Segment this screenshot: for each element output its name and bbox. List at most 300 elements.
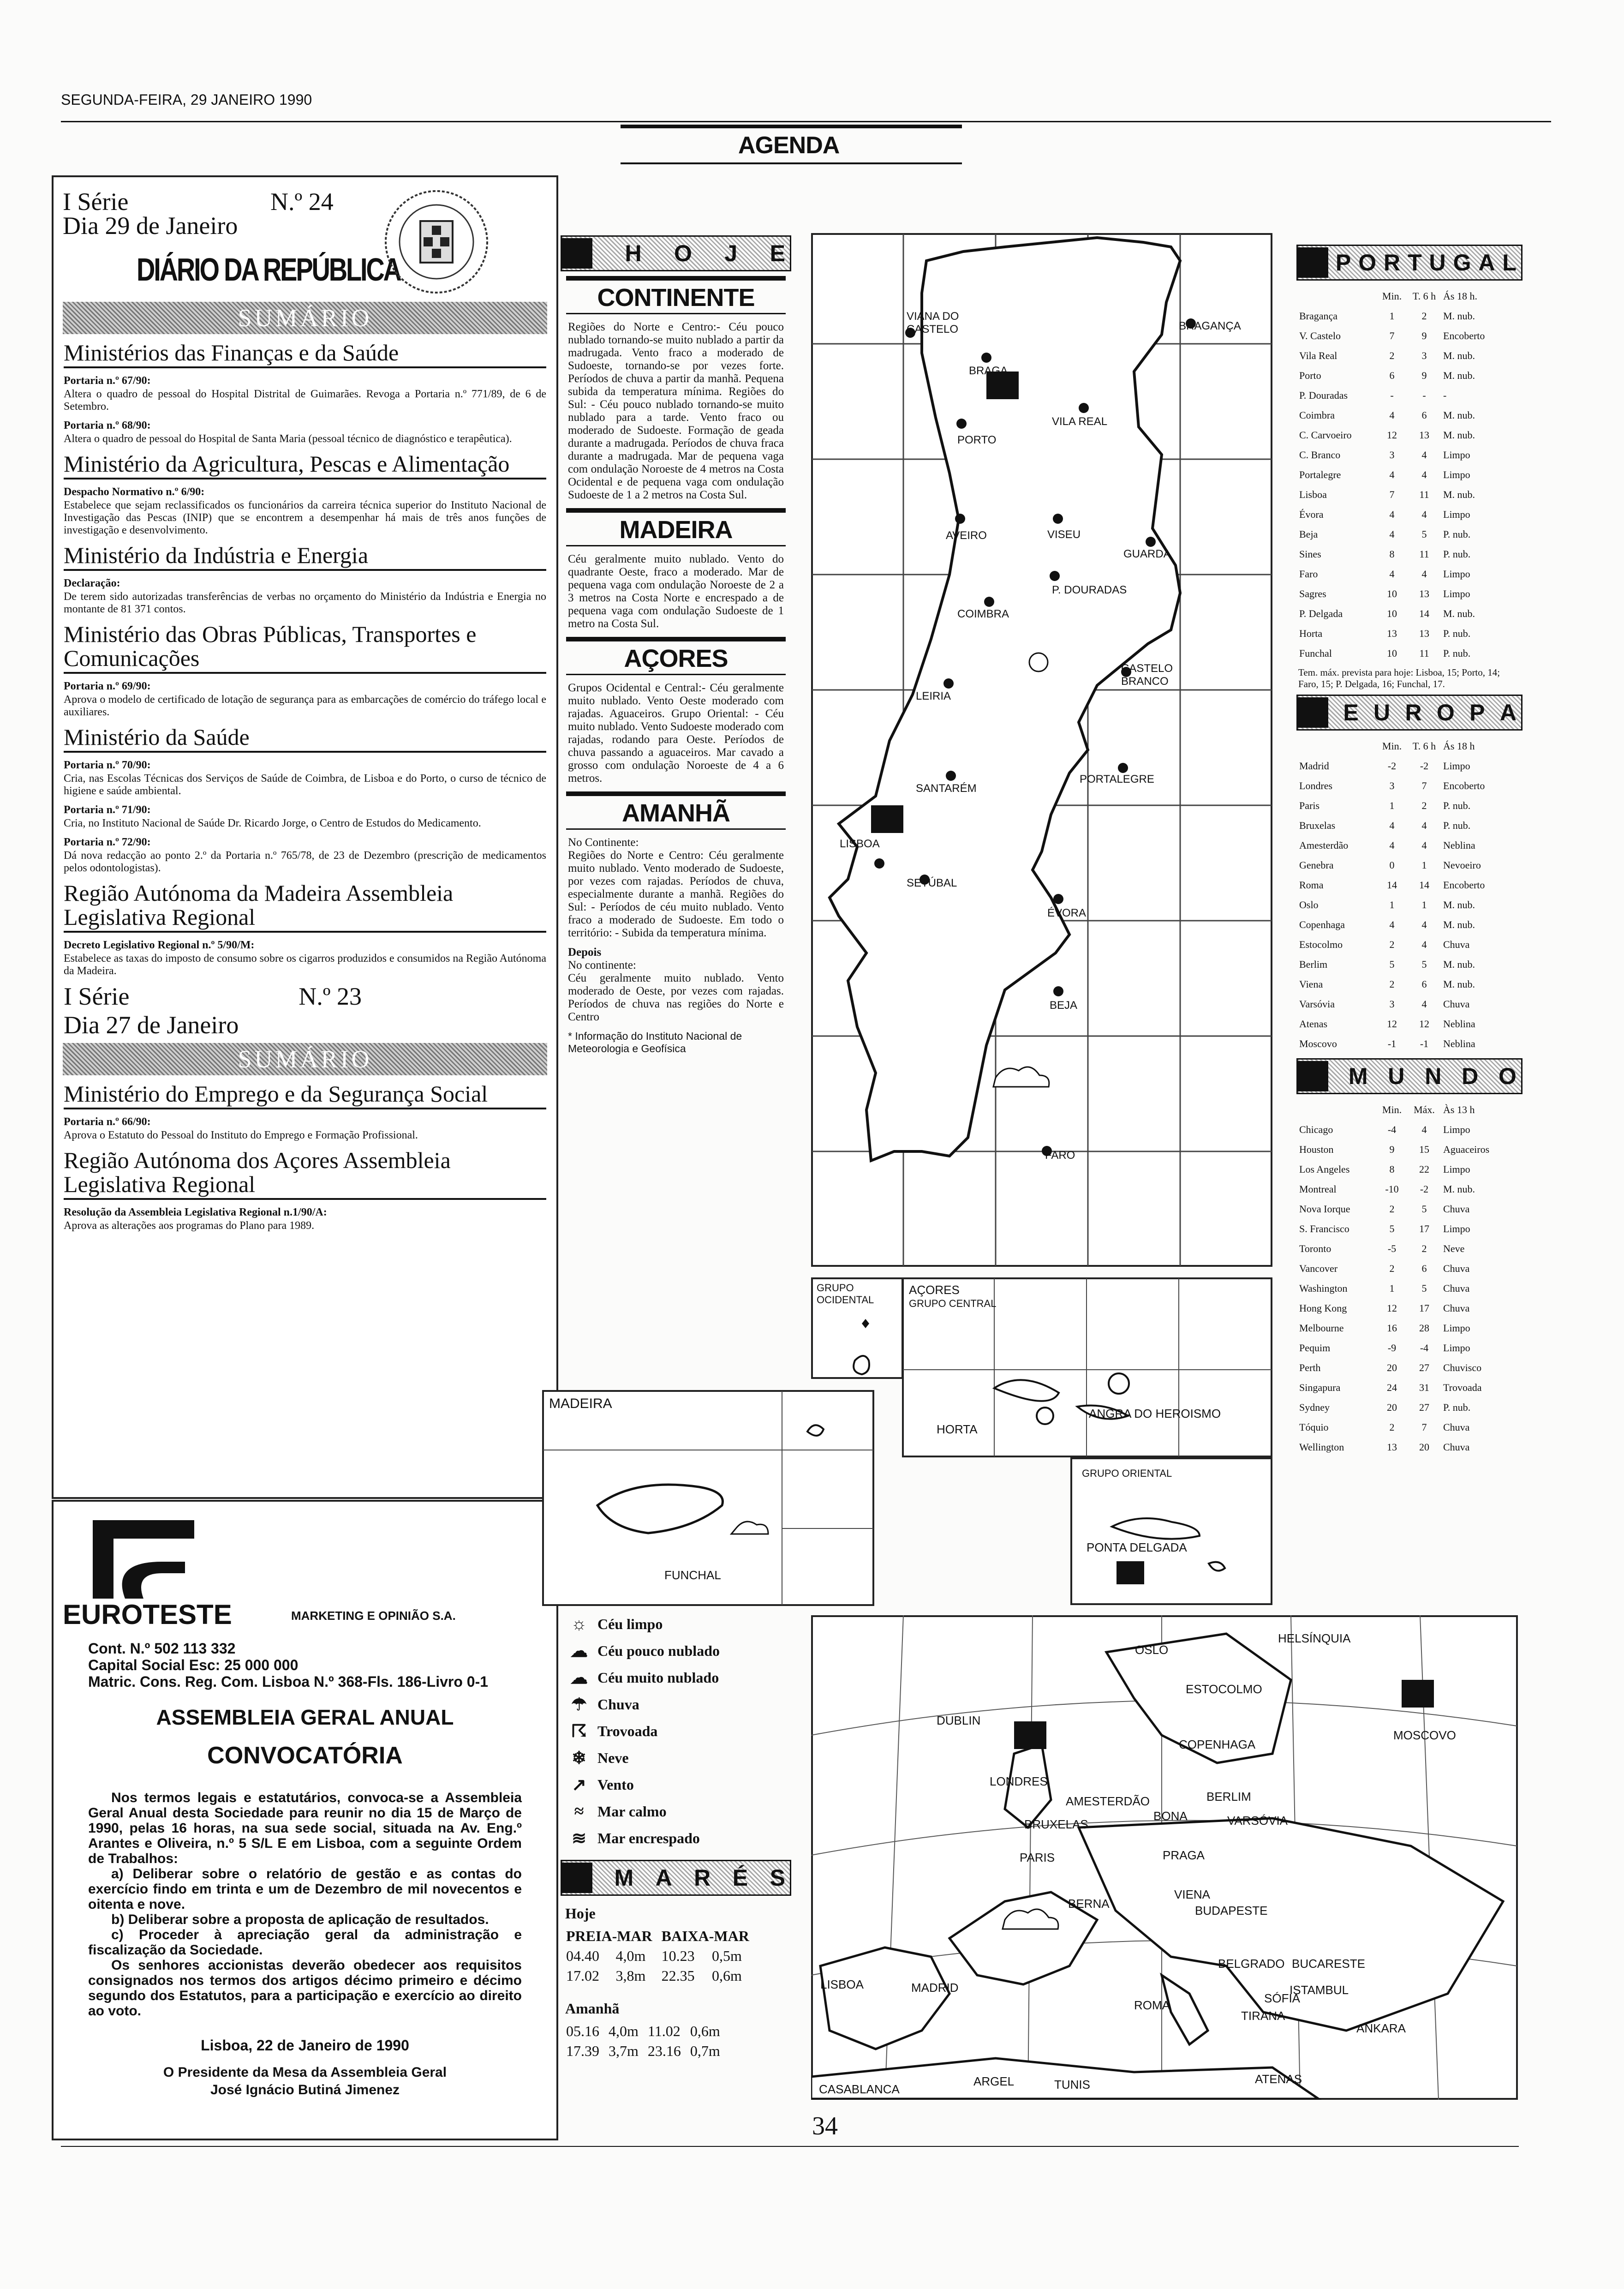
tide-cell: 05.16 — [566, 2023, 599, 2039]
min-cell: -9 — [1387, 1342, 1397, 1354]
amanha-text: Regiões do Norte e Centro: Céu geralmente muito nublado. Vento moderado de Sudoeste, por vezes com rajadas. Períodos de chuva, especialmente durante a manhã. Regiões do Sul: - Períodos de céu muito nublado. Vento fraco a moderado de Sudoeste. Em todo o território: - Subida da temperatura mínima. — [568, 849, 784, 939]
preia-mar-header: PREIA-MAR — [566, 1928, 652, 1944]
partly-cloudy-icon: ☁ — [570, 1641, 588, 1661]
max-cell: 13 — [1419, 627, 1429, 639]
min-cell: 2 — [1389, 1421, 1395, 1433]
legend-label: Neve — [597, 1749, 629, 1766]
condition-cell: M. nub. — [1443, 488, 1475, 500]
banner-letter: R — [1405, 700, 1422, 725]
max-cell: 31 — [1419, 1381, 1429, 1393]
table-row — [1296, 1298, 1492, 1318]
tide-cell: 3,7m — [609, 2043, 639, 2059]
rain-icon: ☂ — [571, 1695, 587, 1714]
city-dot — [946, 771, 956, 781]
table-row — [1296, 385, 1487, 405]
tide-row — [566, 1966, 758, 1985]
condition-cell: Chuva — [1443, 1421, 1470, 1433]
condition-cell: Nevoeiro — [1443, 859, 1481, 871]
table-row — [1296, 1358, 1492, 1378]
acores-text: Grupos Ocidental e Central:- Céu geralmente muito nublado. Vento Oeste moderado com rajadas. Aguaceiros. Grupo Oriental: - Céu muito nublado. Vento Sudoeste moderado com rajadas, rodando para Oeste. Períodos de chuva passando a aguaceiros. Mar cavado a grosso com ondulação Noroeste de 4 a 6 metros. — [568, 682, 784, 785]
city-cell: Vila Real — [1299, 349, 1337, 361]
table-row — [1296, 1159, 1492, 1179]
banner-letter: P — [1335, 250, 1351, 276]
city-cell: Perth — [1299, 1361, 1321, 1373]
table-row — [1296, 524, 1487, 544]
max-cell: 4 — [1421, 998, 1427, 1010]
item-text: Estabelece que sejam reclassificados os funcionários da carreira técnica superior do Instituto Nacional de Investigação das Pescas (INIP) que se encontrem a desempenhar há mais de três anos funções de investigação e desenvolvimento. — [64, 499, 546, 536]
europe-city-label: BELGRADO — [1218, 1957, 1285, 1971]
min-cell: 16 — [1387, 1322, 1397, 1334]
city-cell: Beja — [1299, 528, 1318, 540]
europe-city-label: TUNIS — [1054, 2078, 1090, 2091]
legend-row — [561, 1637, 805, 1664]
city-dot — [1053, 986, 1063, 996]
item-title: Portaria n.º 68/90: — [64, 419, 151, 431]
legend-label: Chuva — [597, 1696, 639, 1713]
table-row — [1296, 756, 1487, 776]
tide-cell: 0,5m — [711, 1947, 742, 1964]
acores-label: AÇORES — [909, 1283, 960, 1297]
city-cell: Los Angeles — [1299, 1163, 1350, 1175]
min-cell: -4 — [1387, 1123, 1397, 1135]
ad-info-1: Cont. N.º 502 113 332 — [88, 1640, 236, 1657]
city-label: ÉVORA — [1047, 907, 1087, 919]
ad-signature-2: José Ignácio Butiná Jimenez — [210, 2082, 400, 2097]
tide-cell: 4,0m — [609, 2023, 639, 2039]
table-row — [1296, 485, 1487, 504]
max-cell: 11 — [1419, 647, 1429, 659]
max-cell: 2 — [1421, 310, 1427, 322]
city-label: COIMBRA — [957, 608, 1009, 620]
legend-row — [561, 1718, 805, 1744]
max-cell: 6 — [1421, 978, 1427, 990]
right-tables — [1296, 245, 1522, 1457]
table-row — [1296, 366, 1487, 385]
table-row — [1296, 1397, 1492, 1417]
condition-cell: Limpo — [1443, 760, 1470, 772]
min-cell: 5 — [1389, 958, 1395, 970]
city-cell: Évora — [1299, 508, 1324, 520]
condition-cell: P. nub. — [1443, 799, 1471, 811]
min-cell: 7 — [1389, 488, 1395, 500]
condition-cell: M. nub. — [1443, 409, 1475, 421]
table-row — [1296, 1034, 1487, 1054]
item-title: Portaria n.º 70/90: — [64, 759, 151, 771]
tide-cell: 17.02 — [566, 1967, 599, 1984]
mundo-table — [1296, 1100, 1492, 1457]
europe-city-label: VARSÓVIA — [1227, 1814, 1288, 1828]
condition-cell: Chuvisco — [1443, 1361, 1482, 1373]
table-row — [1296, 1417, 1492, 1437]
banner-letter: R — [1384, 250, 1401, 276]
max-cell: 1 — [1421, 859, 1427, 871]
table-row — [1296, 1219, 1492, 1239]
legend-row — [561, 1691, 805, 1718]
banner-letter: N — [1425, 1063, 1442, 1089]
table-row — [1296, 1318, 1492, 1338]
min-cell: 9 — [1389, 1143, 1395, 1155]
city-label: BRAGA — [969, 365, 1008, 377]
city-cell: Melbourne — [1299, 1322, 1344, 1334]
item-title: Decreto Legislativo Regional n.º 5/90/M: — [64, 939, 255, 951]
min-cell: 20 — [1387, 1401, 1397, 1413]
city-label: CASTELO BRANCO — [1121, 662, 1173, 688]
city-cell: Genebra — [1299, 859, 1334, 871]
city-dot — [956, 419, 967, 429]
condition-cell: Limpo — [1443, 508, 1470, 520]
item-text: Aprova o Estatuto do Pessoal do Instituto do Emprego e Formação Profissional. — [64, 1129, 418, 1141]
max-cell: 5 — [1421, 1203, 1427, 1215]
condition-cell: Encoberto — [1443, 330, 1485, 342]
tide-cell: 0,6m — [690, 2023, 720, 2039]
table-row — [1296, 1278, 1492, 1298]
europe-city-label: SÓFIA — [1264, 1991, 1301, 2005]
city-cell: Sagres — [1299, 587, 1326, 599]
min-cell: 5 — [1389, 1222, 1395, 1234]
max-cell: 17 — [1419, 1302, 1429, 1314]
city-cell: P. Douradas — [1299, 389, 1348, 401]
item-text: Dá nova redacção ao ponto 2.º da Portaria n.º 765/78, de 23 de Dezembro (prescrição de medicamentos pelos odontologistas). — [64, 850, 546, 874]
banner-letter: M — [1348, 1063, 1368, 1089]
ad-info-3: Matric. Cons. Reg. Com. Lisboa N.º 368-Fls. 186-Livro 0-1 — [88, 1673, 489, 1690]
issue-date: Dia 29 de Janeiro — [63, 212, 238, 240]
table-row — [1296, 504, 1487, 524]
max-cell: 2 — [1421, 799, 1427, 811]
ad-p4: c) Proceder à apreciação geral da administração e fiscalização da Sociedade. — [88, 1927, 522, 1958]
mares-letter-4: É — [732, 1865, 748, 1891]
table-row — [1296, 875, 1487, 895]
item-title: Portaria n.º 66/90: — [64, 1116, 151, 1128]
max-cell: - — [1422, 389, 1426, 401]
europe-city-label: ANKARA — [1356, 2021, 1406, 2035]
city-cell: Lisboa — [1299, 488, 1327, 500]
table-row — [1296, 776, 1487, 796]
city-dot — [874, 858, 884, 869]
max-cell: 22 — [1419, 1163, 1429, 1175]
europe-city-label: COPENHAGA — [1179, 1738, 1256, 1751]
table-row — [1296, 1139, 1492, 1159]
city-cell: Oslo — [1299, 899, 1319, 911]
item-text: Altera o quadro de pessoal do Hospital Distrital de Guimarães. Revoga a Portaria n.º 771/89, de 6 de Setembro. — [64, 388, 546, 413]
min-cell: 8 — [1389, 548, 1395, 560]
city-cell: Chicago — [1299, 1123, 1333, 1135]
tide-row — [566, 2042, 728, 2061]
city-cell: Copenhaga — [1299, 918, 1345, 930]
footer-rule — [61, 2146, 1519, 2147]
min-cell: 24 — [1387, 1381, 1397, 1393]
min-cell: 2 — [1389, 1262, 1395, 1274]
city-label: SANTARÉM — [916, 782, 977, 795]
banner-letter: P — [1469, 700, 1485, 725]
europe-city-label: LONDRES — [990, 1774, 1048, 1788]
amanha-title: AMANHÃ — [566, 791, 786, 830]
condition-cell: M. nub. — [1443, 310, 1475, 322]
ad-company-info — [88, 1640, 488, 1690]
min-cell: 4 — [1389, 508, 1395, 520]
tide-cell: 3,8m — [615, 1967, 646, 1984]
euroteste-logo-icon — [93, 1520, 194, 1599]
city-cell: Vancover — [1299, 1262, 1338, 1274]
baixa-mar-header: BAIXA-MAR — [661, 1928, 749, 1944]
ministry-heading: Ministério da Agricultura, Pescas e Alimentação — [64, 452, 546, 479]
issue-2-number: N.º 23 — [299, 983, 362, 1010]
euroteste-ad — [52, 1500, 558, 2140]
tide-cell: 23.16 — [647, 2043, 681, 2059]
table-row — [1296, 643, 1487, 663]
portugal-banner — [1296, 245, 1522, 281]
min-cell: 1 — [1389, 799, 1395, 811]
sumario-blocks-1 — [54, 341, 556, 977]
table-row — [1296, 1120, 1492, 1139]
issue-2-serie: I Série — [64, 983, 130, 1010]
max-cell: 7 — [1421, 779, 1427, 791]
angra-label: ANGRA DO HEROISMO — [1089, 1407, 1221, 1420]
condition-cell: Limpo — [1443, 1342, 1470, 1354]
condition-cell: Chuva — [1443, 1203, 1470, 1215]
table-row — [1296, 604, 1487, 623]
mares-letter-2: A — [655, 1865, 672, 1891]
max-cell: 27 — [1419, 1401, 1429, 1413]
max-cell: 4 — [1421, 918, 1427, 930]
page-number: 34 — [812, 2112, 838, 2140]
condition-cell: M. nub. — [1443, 607, 1475, 619]
condition-cell: Neblina — [1443, 1037, 1475, 1049]
min-cell: 8 — [1389, 1163, 1395, 1175]
funchal-label: FUNCHAL — [664, 1568, 721, 1582]
condition-cell: Chuva — [1443, 1302, 1470, 1314]
city-label: VIANA DO CASTELO — [907, 310, 959, 336]
europa-banner — [1296, 695, 1522, 731]
europe-city-label: MADRID — [911, 1981, 959, 1995]
condition-cell: Encoberto — [1443, 879, 1485, 891]
city-cell: Amesterdão — [1299, 839, 1349, 851]
condition-cell: Chuva — [1443, 1262, 1470, 1274]
city-label: PORTALEGRE — [1080, 773, 1154, 785]
min-cell: 6 — [1389, 369, 1395, 381]
condition-cell: P. nub. — [1443, 627, 1471, 639]
legend-label: Mar calmo — [597, 1803, 667, 1820]
city-cell: Tóquio — [1299, 1421, 1329, 1433]
min-cell: 4 — [1389, 409, 1395, 421]
ponta-delgada-label: PONTA DELGADA — [1087, 1540, 1187, 1554]
snow-icon: ❄ — [572, 1748, 586, 1768]
page-date: SEGUNDA-FEIRA, 29 JANEIRO 1990 — [61, 91, 312, 108]
header-rule — [61, 121, 1551, 122]
item-title: Portaria n.º 67/90: — [64, 375, 151, 387]
max-cell: 2 — [1421, 1242, 1427, 1254]
max-cell: 4 — [1421, 508, 1427, 520]
city-cell: Bruxelas — [1299, 819, 1336, 831]
legend-label: Trovoada — [597, 1722, 658, 1739]
mares-hoje-label: Hoje — [565, 1905, 596, 1922]
max-cell: -2 — [1420, 1183, 1429, 1195]
city-label: FARO — [1045, 1149, 1075, 1162]
city-label: LEIRIA — [916, 690, 951, 702]
tide-cell: 11.02 — [647, 2023, 681, 2039]
hoje-letter-h: H — [625, 240, 642, 266]
mu-h2: Máx. — [1414, 1103, 1435, 1115]
tide-cell: 0,7m — [690, 2043, 720, 2059]
legend-row — [561, 1771, 805, 1798]
table-row — [1296, 935, 1487, 954]
min-cell: 4 — [1389, 918, 1395, 930]
city-cell: Londres — [1299, 779, 1333, 791]
banner-letter: U — [1388, 1063, 1405, 1089]
condition-cell: M. nub. — [1443, 429, 1475, 441]
issue-number: N.º 24 — [270, 188, 334, 216]
item-text: Cria, nas Escolas Técnicas dos Serviços de Saúde de Coimbra, de Lisboa e do Porto, o curso de técnico de higiene e saúde ambiental. — [64, 773, 546, 797]
tide-cell: 22.35 — [661, 1967, 695, 1984]
madeira-text: Céu geralmente muito nublado. Vento do quadrante Oeste, fraco a moderado. Mar de pequena vaga com ondulação Noroeste de 2 a 3 metros na Costa Norte e encrespado a de pequena vaga com ondulação Sudoeste de 1 metro na Costa Sul. — [568, 553, 784, 630]
item-text: Estabelece as taxas do imposto de consumo sobre os cigarros produzidos e consumidos na Região Autónoma da Madeira. — [64, 953, 546, 977]
grupo-central-label: GRUPO CENTRAL — [909, 1298, 997, 1309]
table-row — [1296, 584, 1487, 604]
tide-cell: 0,6m — [711, 1967, 742, 1984]
table-row — [1296, 465, 1487, 485]
cloudy-icon: ☁ — [570, 1668, 588, 1688]
table-row — [1296, 405, 1487, 425]
hoje-banner — [561, 235, 791, 271]
condition-cell: P. nub. — [1443, 819, 1471, 831]
city-cell: Coimbra — [1299, 409, 1335, 421]
banner-letter: G — [1453, 250, 1471, 276]
banner-letter: A — [1478, 250, 1495, 276]
legend-row — [561, 1825, 805, 1852]
item-title: Portaria n.º 72/90: — [64, 836, 151, 848]
amanha-intro: No Continente: — [568, 836, 639, 849]
tide-cell: 4,0m — [615, 1947, 646, 1964]
sun-icon: ☼ — [571, 1614, 587, 1634]
city-cell: Porto — [1299, 369, 1321, 381]
max-cell: 15 — [1419, 1143, 1429, 1155]
condition-cell: - — [1443, 389, 1447, 401]
europe-city-label: ATENAS — [1255, 2072, 1302, 2086]
depois-text: Céu geralmente muito nublado. Vento moderado de Oeste, por vezes com rajadas. Períodos de chuva nas regiões do Norte e Centro — [568, 972, 784, 1023]
max-cell: 4 — [1421, 449, 1427, 461]
table-row — [1296, 1378, 1492, 1397]
condition-cell: Neblina — [1443, 1018, 1475, 1030]
city-cell: Paris — [1299, 799, 1320, 811]
banner-letter: U — [1373, 700, 1391, 725]
ministry-heading: Ministérios das Finanças e da Saúde — [64, 341, 546, 368]
banner-letter: O — [1499, 1063, 1517, 1089]
max-cell: 3 — [1421, 349, 1427, 361]
city-cell: Berlim — [1299, 958, 1328, 970]
max-cell: 4 — [1421, 819, 1427, 831]
min-cell: -5 — [1387, 1242, 1397, 1254]
continente-text: Regiões do Norte e Centro:- Céu pouco nublado tornando-se muito nublado a partir da madrugada. Vento fraco a moderado de Sudoeste, tornando-se por vezes forte. Períodos de chuva a partir da manhã. Pequena subida da temperatura mínima. Regiões do Sul: - Céu pouco nublado tornando-se muito nublado para a tarde. Vento fraco ou moderado de Sudoeste. Formação de geada durante a madrugada. Períodos de chuva fraca durante a madrugada. Mar de pequena vaga com ondulação Noroeste de 4 metros na Costa Ocidental e de pequena vaga com ondulação Sudoeste de 1 a 2 metros na Costa Sul. — [568, 321, 784, 501]
legend-row — [561, 1664, 805, 1691]
item-text: Cria, no Instituto Nacional de Saúde Dr. Ricardo Jorge, o Centro de Estudos do Medicamento. — [64, 817, 481, 829]
europe-city-label: BUDAPESTE — [1195, 1904, 1268, 1917]
max-cell: 4 — [1421, 468, 1427, 480]
city-dot — [1079, 403, 1089, 413]
legend-label: Vento — [597, 1776, 634, 1793]
condition-cell: Aguaceiros — [1443, 1143, 1490, 1155]
city-dot — [1146, 537, 1156, 547]
weather-legend — [561, 1611, 805, 1852]
max-cell: 11 — [1419, 488, 1429, 500]
europe-city-label: CASABLANCA — [819, 2082, 900, 2096]
europe-city-label: ARGEL — [973, 2074, 1015, 2088]
europe-city-label: BUCARESTE — [1292, 1957, 1365, 1971]
min-cell: - — [1390, 389, 1394, 401]
thunder-icon: ☈ — [571, 1721, 587, 1741]
city-cell: Singapura — [1299, 1381, 1341, 1393]
banner-letter: U — [1429, 250, 1446, 276]
eu-h1: Min. — [1382, 740, 1402, 752]
table-row — [1296, 855, 1487, 875]
min-cell: 2 — [1389, 1203, 1395, 1215]
city-label: SETÚBAL — [907, 877, 957, 889]
legend-label: Céu muito nublado — [597, 1669, 719, 1686]
max-cell: 27 — [1419, 1361, 1429, 1373]
max-cell: -4 — [1420, 1342, 1429, 1354]
min-cell: 4 — [1389, 568, 1395, 580]
city-label: AVEIRO — [946, 529, 987, 542]
max-cell: 9 — [1421, 369, 1427, 381]
ad-title-1: ASSEMBLEIA GERAL ANUAL — [156, 1705, 454, 1729]
condition-cell: M. nub. — [1443, 978, 1475, 990]
min-cell: 3 — [1389, 998, 1395, 1010]
condition-cell: M. nub. — [1443, 1183, 1475, 1195]
condition-cell: P. nub. — [1443, 528, 1471, 540]
max-cell: 13 — [1419, 587, 1429, 599]
city-label: LISBOA — [840, 838, 880, 850]
ad-p2: a) Deliberar sobre o relatório de gestão e as contas do exercício findo em trinta e um de Dezembro de mil novecentos e oitenta e nove. — [88, 1866, 522, 1912]
city-dot — [943, 678, 954, 689]
max-cell: 7 — [1421, 1421, 1427, 1433]
mares-banner — [561, 1860, 791, 1896]
city-cell: S. Francisco — [1299, 1222, 1349, 1234]
city-cell: Roma — [1299, 879, 1324, 891]
eu-h2: T. 6 h — [1412, 740, 1436, 752]
issue-serie: I Série — [63, 188, 129, 216]
table-row — [1296, 815, 1487, 835]
city-label: VISEU — [1047, 528, 1081, 541]
condition-cell: M. nub. — [1443, 958, 1475, 970]
table-row — [1296, 895, 1487, 915]
city-cell: Estocolmo — [1299, 938, 1343, 950]
ad-signature-1: O Presidente da Mesa da Assembleia Geral — [163, 2065, 447, 2080]
table-row — [1296, 1199, 1492, 1219]
table-row — [1296, 1239, 1492, 1258]
publication-title: DIÁRIO DA REPÚBLICA — [137, 252, 400, 288]
portugal-map — [811, 233, 1272, 1267]
min-cell: 0 — [1389, 859, 1395, 871]
city-cell: Sydney — [1299, 1401, 1330, 1413]
weather-credit: * Informação do Instituto Nacional de Meteorologia e Geofísica — [568, 1030, 742, 1055]
condition-cell: M. nub. — [1443, 918, 1475, 930]
city-label: PORTO — [957, 434, 997, 446]
europa-table — [1296, 736, 1487, 1054]
mu-h3: Às 13 h — [1443, 1103, 1475, 1115]
max-cell: 1 — [1421, 899, 1427, 911]
max-cell: 4 — [1421, 568, 1427, 580]
horta-label: HORTA — [937, 1422, 978, 1436]
europe-city-label: DUBLIN — [937, 1714, 981, 1727]
city-cell: C. Branco — [1299, 449, 1341, 461]
condition-cell: Chuva — [1443, 1282, 1470, 1294]
city-cell: P. Delgada — [1299, 607, 1343, 619]
city-cell: Montreal — [1299, 1183, 1337, 1195]
min-cell: -10 — [1385, 1183, 1399, 1195]
ad-p1: Nos termos legais e estatutários, convoca-se a Assembleia Geral Anual desta Sociedade para reunir no dia 15 de Março de 1990, pelas 16 horas, na sua sede social, situada na Av. Eng.º Arantes e Oliveira, n.º 5 S/L E em Lisboa, com a seguinte Ordem de Trabalhos: — [88, 1790, 522, 1866]
tide-cell: 17.39 — [566, 2043, 599, 2059]
min-cell: 1 — [1389, 1282, 1395, 1294]
max-cell: 20 — [1419, 1441, 1429, 1453]
europe-city-label: ISTAMBUL — [1290, 1983, 1349, 1997]
